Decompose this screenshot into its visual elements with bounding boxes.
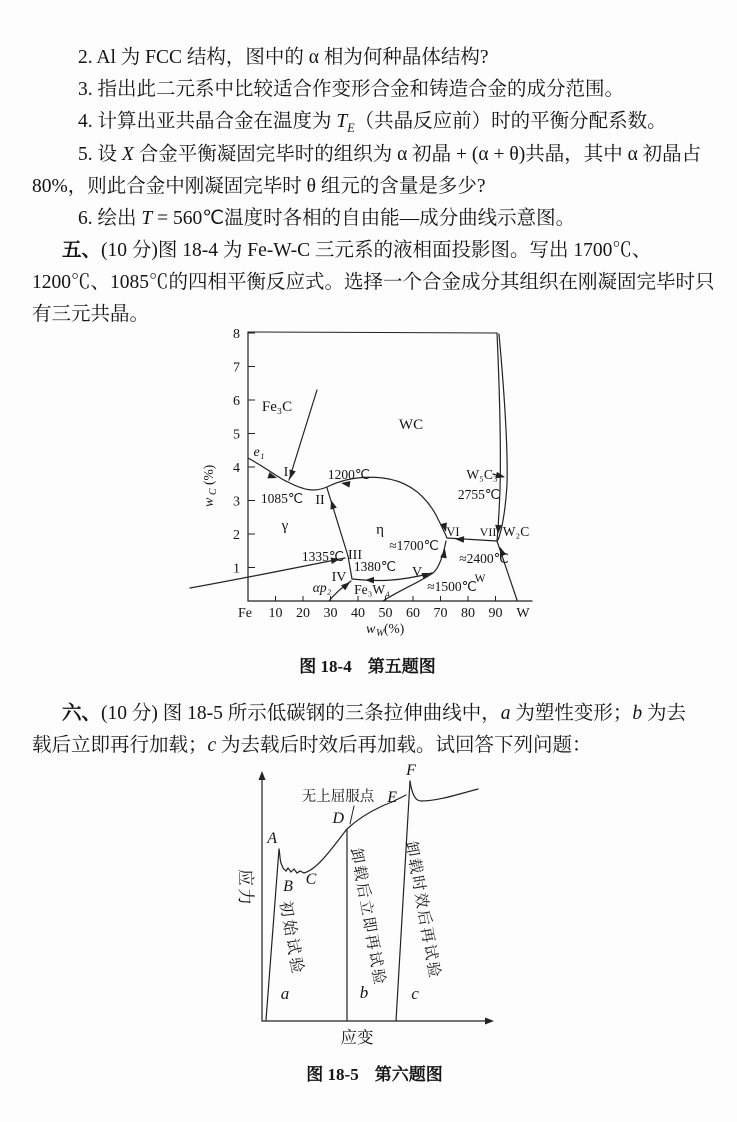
section-5-text1: (10 分)图 18-4 为 Fe-W-C 三元系的液相面投影图。写出 1700℃、 [101,240,652,261]
section-5-line1 [62,239,651,263]
temp-2755-label: 2755℃ [457,487,501,502]
point-VI-label: VI [446,525,460,539]
fig-18-4-caption-number: 图 18-4 [299,657,352,676]
svg-text:W: W [516,606,530,621]
svg-text:4: 4 [233,461,240,476]
temp-1380-label: 1380℃ [353,559,397,574]
svg-text:50: 50 [378,606,393,621]
no-upper-yield-annotation: 无上屈服点 [301,789,375,805]
point-F-label: F [406,762,416,779]
wc-region-label: WC [398,417,424,433]
point-V-label: V [411,565,423,580]
point-A-label: A [267,830,277,847]
variable-X: X [121,144,134,165]
question-4 [78,110,667,140]
fig-18-4-caption [255,652,480,677]
subscript-E: E [347,120,355,135]
w2c-region-label: W₂C [502,524,530,539]
svg-text:8: 8 [233,327,240,342]
question-5-line2: 80%，则此合金中刚凝固完毕时 θ 组元的含量是多少? [32,176,486,197]
point-II-label: II [315,493,325,508]
section-5-number: 五、 [62,240,102,261]
svg-text:(%): (%) [201,464,216,485]
fig184-y-axis-title [201,465,219,507]
strain-axis-label: 应变 [340,1028,374,1047]
e1-point-label: e₁ [253,445,265,460]
variable-a: a [500,703,511,724]
fig184-fe3c-line [289,390,317,480]
point-III-label: III [348,548,362,563]
svg-text:30: 30 [323,606,338,621]
svg-text:10: 10 [268,606,283,621]
w5c3-region-label: W₅C₃ [466,467,498,482]
temp-1335-label: 1335℃ [301,549,345,564]
curve-letter-b: b [359,983,369,1002]
curve-b-label: 卸载后立即再试验 [347,846,389,988]
point-C-label: C [305,871,317,888]
svg-text:5: 5 [233,427,240,443]
curve-a-label: 初始试验 [276,899,307,978]
fig185-yield-serrations [279,849,304,873]
fig-18-4-caption-title: 第五题图 [367,657,436,676]
svg-text:1: 1 [233,561,240,577]
fe3w4-label: Fe₃W₄ [354,582,390,597]
temp-2400-label: ≈2400℃ [459,551,509,566]
fe3c-region-label: Fe₃C [261,399,293,415]
question-6-text-end: = 560℃温度时各相的自由能—成分曲线示意图。 [152,208,576,229]
fig185-point-labels [266,762,416,895]
svg-text:60: 60 [406,606,420,621]
question-5-line1 [78,143,701,167]
svg-text:70: 70 [433,606,448,621]
curve-letter-a: a [280,984,290,1003]
svg-text:40: 40 [351,606,365,621]
fig-18-5-tensile-diagram [230,758,510,1058]
point-IV-label: IV [331,570,347,585]
question-3: 3. 指出此二元系中比较适合作变形合金和铸造合金的成分范围。 [78,79,625,100]
point-I-label: I [283,465,289,480]
variable-T2: T [141,208,153,229]
point-VII-label: VII [479,525,497,539]
section-5-line2: 1200℃、1085℃的四相平衡反应式。选择一个合金成分其组织在刚凝固完毕时只 [32,272,715,293]
point-E-label: E [387,789,397,806]
fig184-w5c3-sliver-left [497,333,500,541]
svg-text:2: 2 [233,528,240,543]
section-6-line2 [32,734,592,758]
svg-text:80: 80 [461,606,475,621]
stress-axis-label: 应力 [236,869,255,907]
fig185-curve-a-elastic [266,849,279,1020]
variable-b: b [632,703,643,724]
temp-1085-label: 1085℃ [260,491,304,506]
variable-T: T [336,111,348,132]
fig184-y-tick-labels [233,327,240,577]
point-D-label: D [332,810,344,827]
fig-18-5-caption-title: 第六题图 [374,1065,443,1084]
temp-1200-label: 1200℃ [327,467,371,482]
svg-text:(%): (%) [384,621,405,636]
fig184-labels [253,399,529,597]
gamma-region-label: γ [281,518,289,534]
section-5-line3: 有三元共晶。 [32,304,150,325]
eta-region-label: η [376,522,384,538]
svg-text:w: w [202,497,217,507]
svg-text:C: C [208,488,219,495]
fig-18-5-caption [262,1060,487,1085]
section-6-text2: 为塑性变形； [510,703,633,724]
question-4-text-end: （共晶反应前）时的平衡分配系数。 [354,111,667,132]
section-6-text5: 为去载后时效后再加载。试回答下列问题： [216,735,592,756]
section-6-text3: 为去 [642,703,687,724]
svg-text:6: 6 [233,394,240,409]
fig185-x-arrow [485,1018,494,1025]
section-6-text4: 载后立即再行加载； [32,735,208,756]
point-B-label: B [283,878,293,895]
fig-18-4-phase-diagram [170,325,570,640]
fig185-y-arrow [259,771,266,780]
question-6-text: 6. 绘出 [78,208,142,229]
svg-text:90: 90 [488,606,503,621]
svg-text:W: W [376,628,385,639]
curve-c-label: 卸载时效后再试验 [402,839,444,981]
question-5-text: 5. 设 [78,144,122,165]
temp-1700-label: ≈1700℃ [389,538,439,553]
question-6 [78,207,575,231]
section-6-number: 六、 [62,703,102,724]
w-corner-label: W [474,573,486,585]
fig184-x-tick-labels [238,606,530,621]
fig184-x-axis-title [366,621,404,639]
alpha-p2-label: αp₂ [312,580,332,595]
svg-text:7: 7 [233,360,240,376]
fig-18-5-caption-number: 图 18-5 [306,1065,359,1084]
section-6-text1: (10 分) 图 18-5 所示低碳钢的三条拉伸曲线中， [101,703,501,724]
fig184-line-II-III [327,488,348,556]
variable-c: c [207,735,217,756]
question-4-text: 4. 计算出亚共晶合金在温度为 [78,111,337,132]
svg-text:20: 20 [296,606,310,621]
fig184-wc-boundary-curve [327,477,447,538]
svg-text:3: 3 [233,494,240,510]
fig185-reload-line-c [396,781,410,1021]
temp-1500-label: ≈1500℃ [427,579,477,594]
curve-letter-c: c [411,984,419,1003]
section-6-line1 [62,702,686,726]
svg-text:w: w [366,622,376,637]
fig185-curve-after-F [410,781,478,801]
question-2: 2. Al 为 FCC 结构，图中的 α 相为何种晶体结构? [78,47,489,68]
svg-text:Fe: Fe [238,606,252,621]
fig185-annotation-pointer [350,806,354,824]
question-5-text-end: 合金平衡凝固完毕时的组织为 α 初晶 + (α + θ)共晶，其中 α 初晶占 [133,144,702,165]
fig184-top-border [248,332,497,333]
